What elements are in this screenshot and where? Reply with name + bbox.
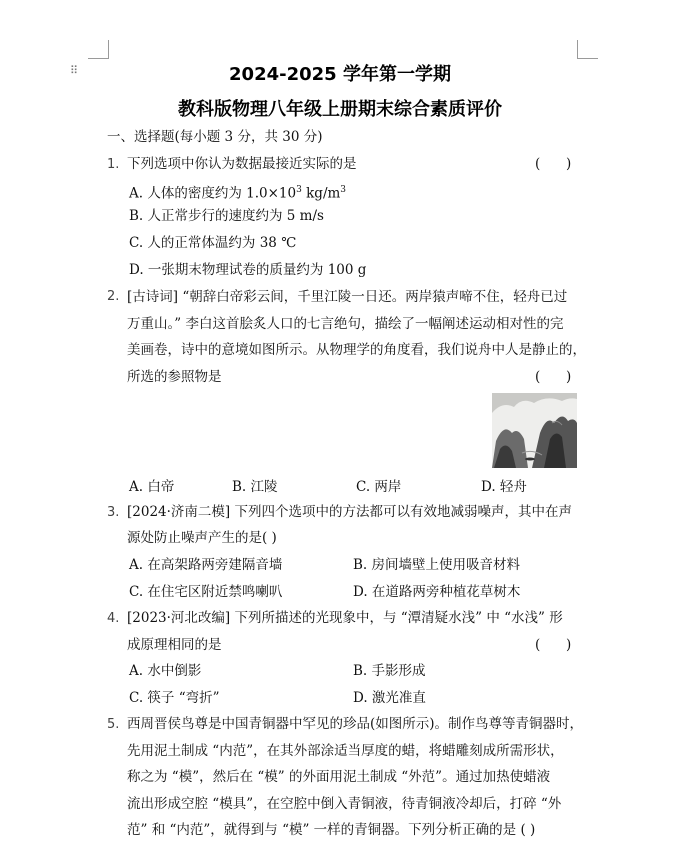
question-text: 万重山。” 李白这首脍炙人口的七言绝句，描绘了一幅阐述运动相对性的完 [127, 316, 564, 332]
option-a: A. 在高架路两旁建隔音墙 [129, 557, 283, 573]
option-c: C. 在住宅区附近禁鸣喇叭 [129, 584, 283, 600]
question-number: 2. [107, 289, 120, 304]
option-b: B. 人正常步行的速度约为 5 m/s [129, 208, 324, 224]
question-text: [2024·济南二模] 下列四个选项中的方法都可以有效地减弱噪声，其中在声 [127, 504, 572, 520]
question-text: 范” 和 “内范”，就得到与 “模” 一样的青铜器。下列分析正确的是 ( ) [127, 822, 536, 838]
question-number: 1. [107, 157, 120, 172]
option-d: D. 轻舟 [481, 479, 527, 495]
question-text: 所选的参照物是 [127, 369, 222, 385]
question-number: 3. [107, 505, 120, 520]
option-b: B. 江陵 [232, 479, 278, 495]
drag-handle-icon[interactable]: ⠿ [70, 64, 80, 77]
option-b: B. 手影形成 [353, 663, 426, 679]
question-text: [古诗词] “朝辞白帝彩云间，千里江陵一日还。两岸猿声啼不住，轻舟已过 [127, 289, 568, 305]
landscape-painting-icon [492, 393, 577, 468]
question-text: 美画卷，诗中的意境如图所示。从物理学的角度看，我们说舟中人是静止的， [127, 342, 586, 358]
option-d: D. 一张期末物理试卷的质量约为 100 g [129, 262, 367, 278]
option-d: D. 激光准直 [353, 690, 426, 706]
option-c: C. 筷子 “弯折” [129, 690, 220, 706]
question-text: [2023·河北改编] 下列所描述的光现象中，与 “潭清疑水浅” 中 “水浅” 形 [127, 610, 563, 626]
page-corner-mark-top-left [88, 40, 109, 59]
question-text: 称之为 “模”，然后在 “模” 的外面用泥土制成 “外范”。通过加热使蜡液 [127, 769, 551, 785]
title-line-2: 教科版物理八年级上册期末综合素质评价 [178, 99, 502, 120]
question-number: 5. [107, 717, 120, 732]
title-line-1: 2024-2025 学年第一学期 [229, 64, 451, 85]
question-text: 先用泥土制成 “内范”，在其外部涂适当厚度的蜡，将蜡雕刻成所需形状， [127, 743, 564, 759]
page-corner-mark-top-right [577, 40, 598, 59]
answer-bracket: ( ) [535, 156, 572, 172]
question-text: 下列选项中你认为数据最接近实际的是 [127, 156, 357, 172]
question-number: 4. [107, 611, 120, 626]
option-b: B. 房间墙壁上使用吸音材料 [353, 557, 521, 573]
question-text: 源处防止噪声产生的是( ) [127, 530, 277, 546]
question-text: 流出形成空腔 “模具”，在空腔中倒入青铜液，待青铜液冷却后，打碎 “外 [127, 796, 562, 812]
answer-bracket: ( ) [535, 637, 572, 653]
answer-bracket: ( ) [535, 369, 572, 385]
option-d: D. 在道路两旁种植花草树木 [353, 584, 521, 600]
option-a: A. 水中倒影 [129, 663, 202, 679]
option-a: A. 人体的密度约为 $1.0\times 10^3$ $kg/m^3$ [129, 185, 347, 202]
question-text: 西周晋侯鸟尊是中国青铜器中罕见的珍品(如图所示)。制作鸟尊等青铜器时， [127, 716, 584, 732]
option-c: C. 两岸 [356, 479, 402, 495]
section-heading: 一、选择题(每小题 3 分，共 30 分) [107, 129, 323, 145]
option-a: A. 白帝 [129, 479, 175, 495]
option-c: C. 人的正常体温约为 38 ℃ [129, 235, 297, 251]
question-text: 成原理相同的是 [127, 637, 222, 653]
